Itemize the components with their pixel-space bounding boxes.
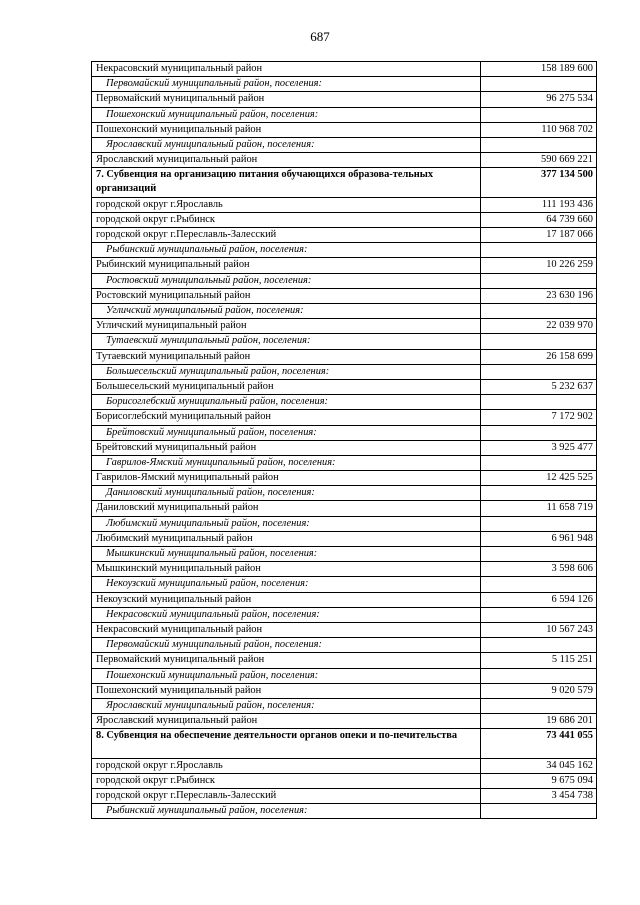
recipient-name-cell: Первомайский муниципальный район bbox=[92, 92, 481, 107]
section-header-row bbox=[92, 729, 597, 758]
recipient-name-cell: Ярославский муниципальный район, поселения: bbox=[92, 137, 481, 152]
amount-cell: 12 425 525 bbox=[481, 471, 597, 486]
amount-cell: 158 189 600 bbox=[481, 62, 597, 77]
table-row bbox=[92, 562, 597, 577]
recipient-name-cell: Рыбинский муниципальный район, поселения: bbox=[92, 804, 481, 819]
table-row bbox=[92, 714, 597, 729]
settlements-subheader-row bbox=[92, 547, 597, 562]
table-row bbox=[92, 258, 597, 273]
recipient-name-cell: городской округ г.Ярославль bbox=[92, 758, 481, 773]
recipient-name-cell: Брейтовский муниципальный район bbox=[92, 440, 481, 455]
amount-cell: 111 193 436 bbox=[481, 197, 597, 212]
recipient-name-cell: Ростовский муниципальный район, поселения: bbox=[92, 273, 481, 288]
recipient-name-cell: городской округ г.Рыбинск bbox=[92, 212, 481, 227]
amount-cell: 3 598 606 bbox=[481, 562, 597, 577]
amount-cell bbox=[481, 334, 597, 349]
amount-cell: 3 454 738 bbox=[481, 789, 597, 804]
amount-cell: 96 275 534 bbox=[481, 92, 597, 107]
settlements-subheader-row bbox=[92, 137, 597, 152]
amount-cell bbox=[481, 607, 597, 622]
settlements-subheader-row bbox=[92, 804, 597, 819]
amount-cell bbox=[481, 668, 597, 683]
amount-cell bbox=[481, 577, 597, 592]
amount-cell bbox=[481, 395, 597, 410]
recipient-name-cell: Брейтовский муниципальный район, поселения: bbox=[92, 425, 481, 440]
amount-cell: 5 232 637 bbox=[481, 379, 597, 394]
amount-cell bbox=[481, 547, 597, 562]
amount-cell bbox=[481, 304, 597, 319]
table-row bbox=[92, 440, 597, 455]
amount-cell bbox=[481, 107, 597, 122]
amount-cell bbox=[481, 455, 597, 470]
table-row bbox=[92, 653, 597, 668]
recipient-name-cell: Гаврилов-Ямский муниципальный район, поселения: bbox=[92, 455, 481, 470]
amount-cell: 590 669 221 bbox=[481, 153, 597, 168]
amount-cell bbox=[481, 425, 597, 440]
table-row bbox=[92, 379, 597, 394]
table-row bbox=[92, 501, 597, 516]
recipient-name-cell: Некрасовский муниципальный район bbox=[92, 622, 481, 637]
settlements-subheader-row bbox=[92, 486, 597, 501]
recipient-name-cell: Некоузский муниципальный район bbox=[92, 592, 481, 607]
table-row bbox=[92, 410, 597, 425]
amount-cell bbox=[481, 638, 597, 653]
settlements-subheader-row bbox=[92, 425, 597, 440]
recipient-name-cell: Борисоглебский муниципальный район bbox=[92, 410, 481, 425]
amount-cell: 5 115 251 bbox=[481, 653, 597, 668]
recipient-name-cell: Некрасовский муниципальный район, поселения: bbox=[92, 607, 481, 622]
amount-cell bbox=[481, 804, 597, 819]
amount-cell bbox=[481, 273, 597, 288]
settlements-subheader-row bbox=[92, 516, 597, 531]
page-number: 687 bbox=[310, 29, 330, 44]
amount-cell: 17 187 066 bbox=[481, 228, 597, 243]
recipient-name-cell: Тутаевский муниципальный район, поселения: bbox=[92, 334, 481, 349]
recipient-name-cell: Первомайский муниципальный район bbox=[92, 653, 481, 668]
amount-cell: 10 226 259 bbox=[481, 258, 597, 273]
table-row bbox=[92, 122, 597, 137]
recipient-name-cell: Первомайский муниципальный район, поселения: bbox=[92, 77, 481, 92]
amount-cell: 7 172 902 bbox=[481, 410, 597, 425]
table-row bbox=[92, 773, 597, 788]
amount-cell: 11 658 719 bbox=[481, 501, 597, 516]
recipient-name-cell: Мышкинский муниципальный район, поселения: bbox=[92, 547, 481, 562]
recipient-name-cell: Ярославский муниципальный район bbox=[92, 714, 481, 729]
settlements-subheader-row bbox=[92, 577, 597, 592]
table-row bbox=[92, 197, 597, 212]
amount-cell: 10 567 243 bbox=[481, 622, 597, 637]
table-row bbox=[92, 92, 597, 107]
recipient-name-cell: городской округ г.Ярославль bbox=[92, 197, 481, 212]
settlements-subheader-row bbox=[92, 273, 597, 288]
table-row bbox=[92, 153, 597, 168]
amount-cell: 34 045 162 bbox=[481, 758, 597, 773]
table-row bbox=[92, 758, 597, 773]
settlements-subheader-row bbox=[92, 243, 597, 258]
table-body bbox=[92, 62, 597, 819]
recipient-name-cell: Большесельский муниципальный район bbox=[92, 379, 481, 394]
table-row bbox=[92, 228, 597, 243]
recipient-name-cell: Мышкинский муниципальный район bbox=[92, 562, 481, 577]
amount-cell: 64 739 660 bbox=[481, 212, 597, 227]
table-row bbox=[92, 622, 597, 637]
settlements-subheader-row bbox=[92, 668, 597, 683]
recipient-name-cell: Угличский муниципальный район, поселения: bbox=[92, 304, 481, 319]
settlements-subheader-row bbox=[92, 334, 597, 349]
table-row bbox=[92, 471, 597, 486]
settlements-subheader-row bbox=[92, 698, 597, 713]
recipient-name-cell: 8. Субвенция на обеспечение деятельности органов опеки и по-печительства bbox=[92, 729, 481, 758]
recipient-name-cell: Любимский муниципальный район bbox=[92, 531, 481, 546]
settlements-subheader-row bbox=[92, 395, 597, 410]
recipient-name-cell: Большесельский муниципальный район, поселения: bbox=[92, 364, 481, 379]
settlements-subheader-row bbox=[92, 455, 597, 470]
table-row bbox=[92, 531, 597, 546]
amount-cell bbox=[481, 486, 597, 501]
recipient-name-cell: Гаврилов-Ямский муниципальный район bbox=[92, 471, 481, 486]
table-row bbox=[92, 319, 597, 334]
settlements-subheader-row bbox=[92, 77, 597, 92]
settlements-subheader-row bbox=[92, 304, 597, 319]
recipient-name-cell: Угличский муниципальный район bbox=[92, 319, 481, 334]
amount-cell bbox=[481, 77, 597, 92]
recipient-name-cell: Любимский муниципальный район, поселения: bbox=[92, 516, 481, 531]
amount-cell: 23 630 196 bbox=[481, 288, 597, 303]
recipient-name-cell: городской округ г.Переславль-Залесский bbox=[92, 228, 481, 243]
settlements-subheader-row bbox=[92, 638, 597, 653]
amount-cell: 22 039 970 bbox=[481, 319, 597, 334]
recipient-name-cell: 7. Субвенция на организацию питания обучающихся образова-тельных организаций bbox=[92, 168, 481, 197]
recipient-name-cell: городской округ г.Переславль-Залесский bbox=[92, 789, 481, 804]
recipient-name-cell: Ярославский муниципальный район, поселения: bbox=[92, 698, 481, 713]
amount-cell: 26 158 699 bbox=[481, 349, 597, 364]
amount-cell bbox=[481, 137, 597, 152]
amount-cell: 19 686 201 bbox=[481, 714, 597, 729]
amount-cell bbox=[481, 364, 597, 379]
recipient-name-cell: Даниловский муниципальный район, поселения: bbox=[92, 486, 481, 501]
recipient-name-cell: Пошехонский муниципальный район, поселения: bbox=[92, 107, 481, 122]
recipient-name-cell: городской округ г.Рыбинск bbox=[92, 773, 481, 788]
settlements-subheader-row bbox=[92, 107, 597, 122]
recipient-name-cell: Рыбинский муниципальный район, поселения: bbox=[92, 243, 481, 258]
amount-cell: 3 925 477 bbox=[481, 440, 597, 455]
amount-cell: 6 961 948 bbox=[481, 531, 597, 546]
amount-cell bbox=[481, 243, 597, 258]
recipient-name-cell: Пошехонский муниципальный район bbox=[92, 122, 481, 137]
table-row bbox=[92, 789, 597, 804]
section-header-row bbox=[92, 168, 597, 197]
recipient-name-cell: Ярославский муниципальный район bbox=[92, 153, 481, 168]
amount-cell bbox=[481, 516, 597, 531]
amount-cell: 9 675 094 bbox=[481, 773, 597, 788]
amount-cell bbox=[481, 698, 597, 713]
table-row bbox=[92, 683, 597, 698]
table-row bbox=[92, 349, 597, 364]
settlements-subheader-row bbox=[92, 364, 597, 379]
amount-cell: 6 594 126 bbox=[481, 592, 597, 607]
amount-cell: 377 134 500 bbox=[481, 168, 597, 197]
table-row bbox=[92, 62, 597, 77]
table-row bbox=[92, 212, 597, 227]
table-row bbox=[92, 592, 597, 607]
recipient-name-cell: Даниловский муниципальный район bbox=[92, 501, 481, 516]
recipient-name-cell: Пошехонский муниципальный район, поселения: bbox=[92, 668, 481, 683]
recipient-name-cell: Некоузский муниципальный район, поселения: bbox=[92, 577, 481, 592]
recipient-name-cell: Пошехонский муниципальный район bbox=[92, 683, 481, 698]
recipient-name-cell: Первомайский муниципальный район, поселения: bbox=[92, 638, 481, 653]
recipient-name-cell: Тутаевский муниципальный район bbox=[92, 349, 481, 364]
recipient-name-cell: Борисоглебский муниципальный район, поселения: bbox=[92, 395, 481, 410]
recipient-name-cell: Ростовский муниципальный район bbox=[92, 288, 481, 303]
amount-cell: 110 968 702 bbox=[481, 122, 597, 137]
settlements-subheader-row bbox=[92, 607, 597, 622]
recipient-name-cell: Рыбинский муниципальный район bbox=[92, 258, 481, 273]
amount-cell: 9 020 579 bbox=[481, 683, 597, 698]
recipient-name-cell: Некрасовский муниципальный район bbox=[92, 62, 481, 77]
subvention-table bbox=[91, 61, 597, 819]
amount-cell: 73 441 055 bbox=[481, 729, 597, 758]
table-row bbox=[92, 288, 597, 303]
